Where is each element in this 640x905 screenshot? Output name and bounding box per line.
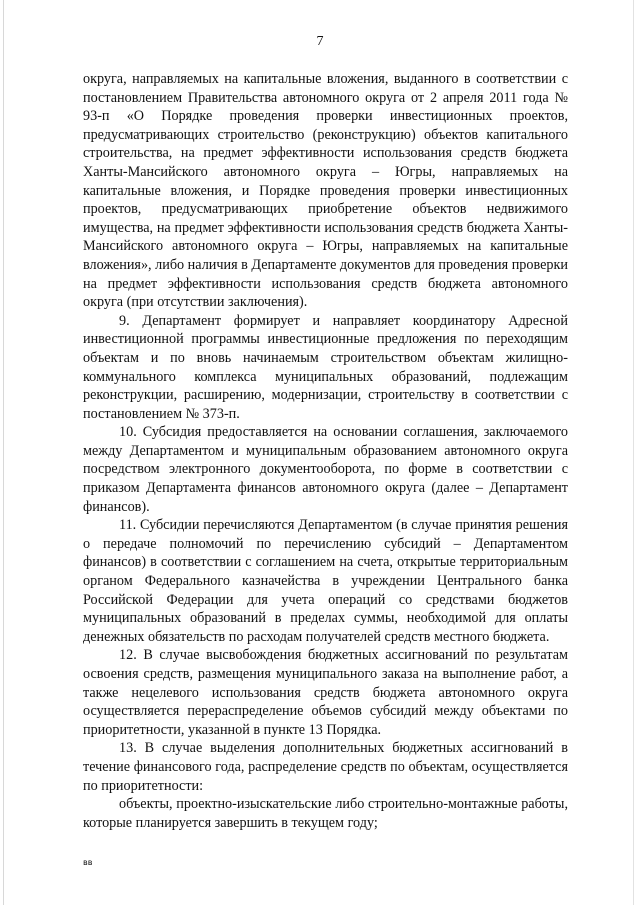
paragraph-continuation: округа, направляемых на капитальные вложения, выданного в соответствии с постановлением Правительства автономного округа от 2 апреля 2011 года № 93-п «О Порядке проведения проверки инвестиционных проектов, предусматривающих строительство (реконструкцию) объектов капитального строительства, на предмет эффективности использования средств бюджета Ханты-Мансийского автономного округа – Югры, направляемых на капитальные вложения, и Порядке проведения проверки инвестиционных проектов, предусматривающих приобретение объектов недвижимого имущества, на предмет эффективности использования средств бюджета Ханты-Мансийского автономного округа – Югры, направляемых на капитальные вложения», либо наличия в Департаменте документов для проведения проверки на предмет эффективности использования средств бюджета автономного округа (при отсутствии заключения). [83,71,568,311]
paragraph-priority-item: объекты, проектно-изыскательские либо строительно-монтажные работы, которые планируется завершить в текущем году; [83,796,568,831]
page-number: 7 [316,34,324,49]
paragraph-item-9: 9. Департамент формирует и направляет координатору Адресной инвестиционной программы инвестиционные предложения по переходящим объектам и по вновь начинаемым строительством объектам жилищно-коммунального комплекса муниципальных образований, подлежащим реконструкции, расширению, модернизации, строительству в соответствии с постановлением № 373-п. [83,312,568,422]
paragraph-item-12: 12. В случае высвобождения бюджетных ассигнований по результатам освоения средств, размещения муниципального заказа на выполнение работ, а также нецелевого использования средств бюджета автономного округа осуществляется перераспределение объемов субсидий между объектами по приоритетности, указанной в пункте 13 Порядка. [83,647,568,738]
scan-edge-right [633,0,634,905]
paragraph-item-11: 11. Субсидии перечисляются Департаментом (в случае принятия решения о передаче полномочий по перечислению субсидий – Департаментом финансов) в соответствии с соглашением на счета, открытые территориальным органом Федерального казначейства в учреждении Центрального банка Российской Федерации для учета операций со средствами бюджетов муниципальных образований в пределах суммы, необходимой для оплаты денежных обязательств по расходам получателей средств местного бюджета. [83,517,568,645]
paragraph-item-10: 10. Субсидия предоставляется на основании соглашения, заключаемого между Департаментом и муниципальным образованием автономного округа посредством электронного документооборота, по форме в соответствии с приказом Департамента финансов автономного округа (далее – Департамент финансов). [83,424,568,515]
paragraph-item-13: 13. В случае выделения дополнительных бюджетных ассигнований в течение финансового года, распределение средств по объектам, осуществляется по приоритетности: [83,740,568,794]
scan-edge-left [3,0,4,905]
document-body [83,70,568,832]
footer-initials: вв [83,858,93,867]
